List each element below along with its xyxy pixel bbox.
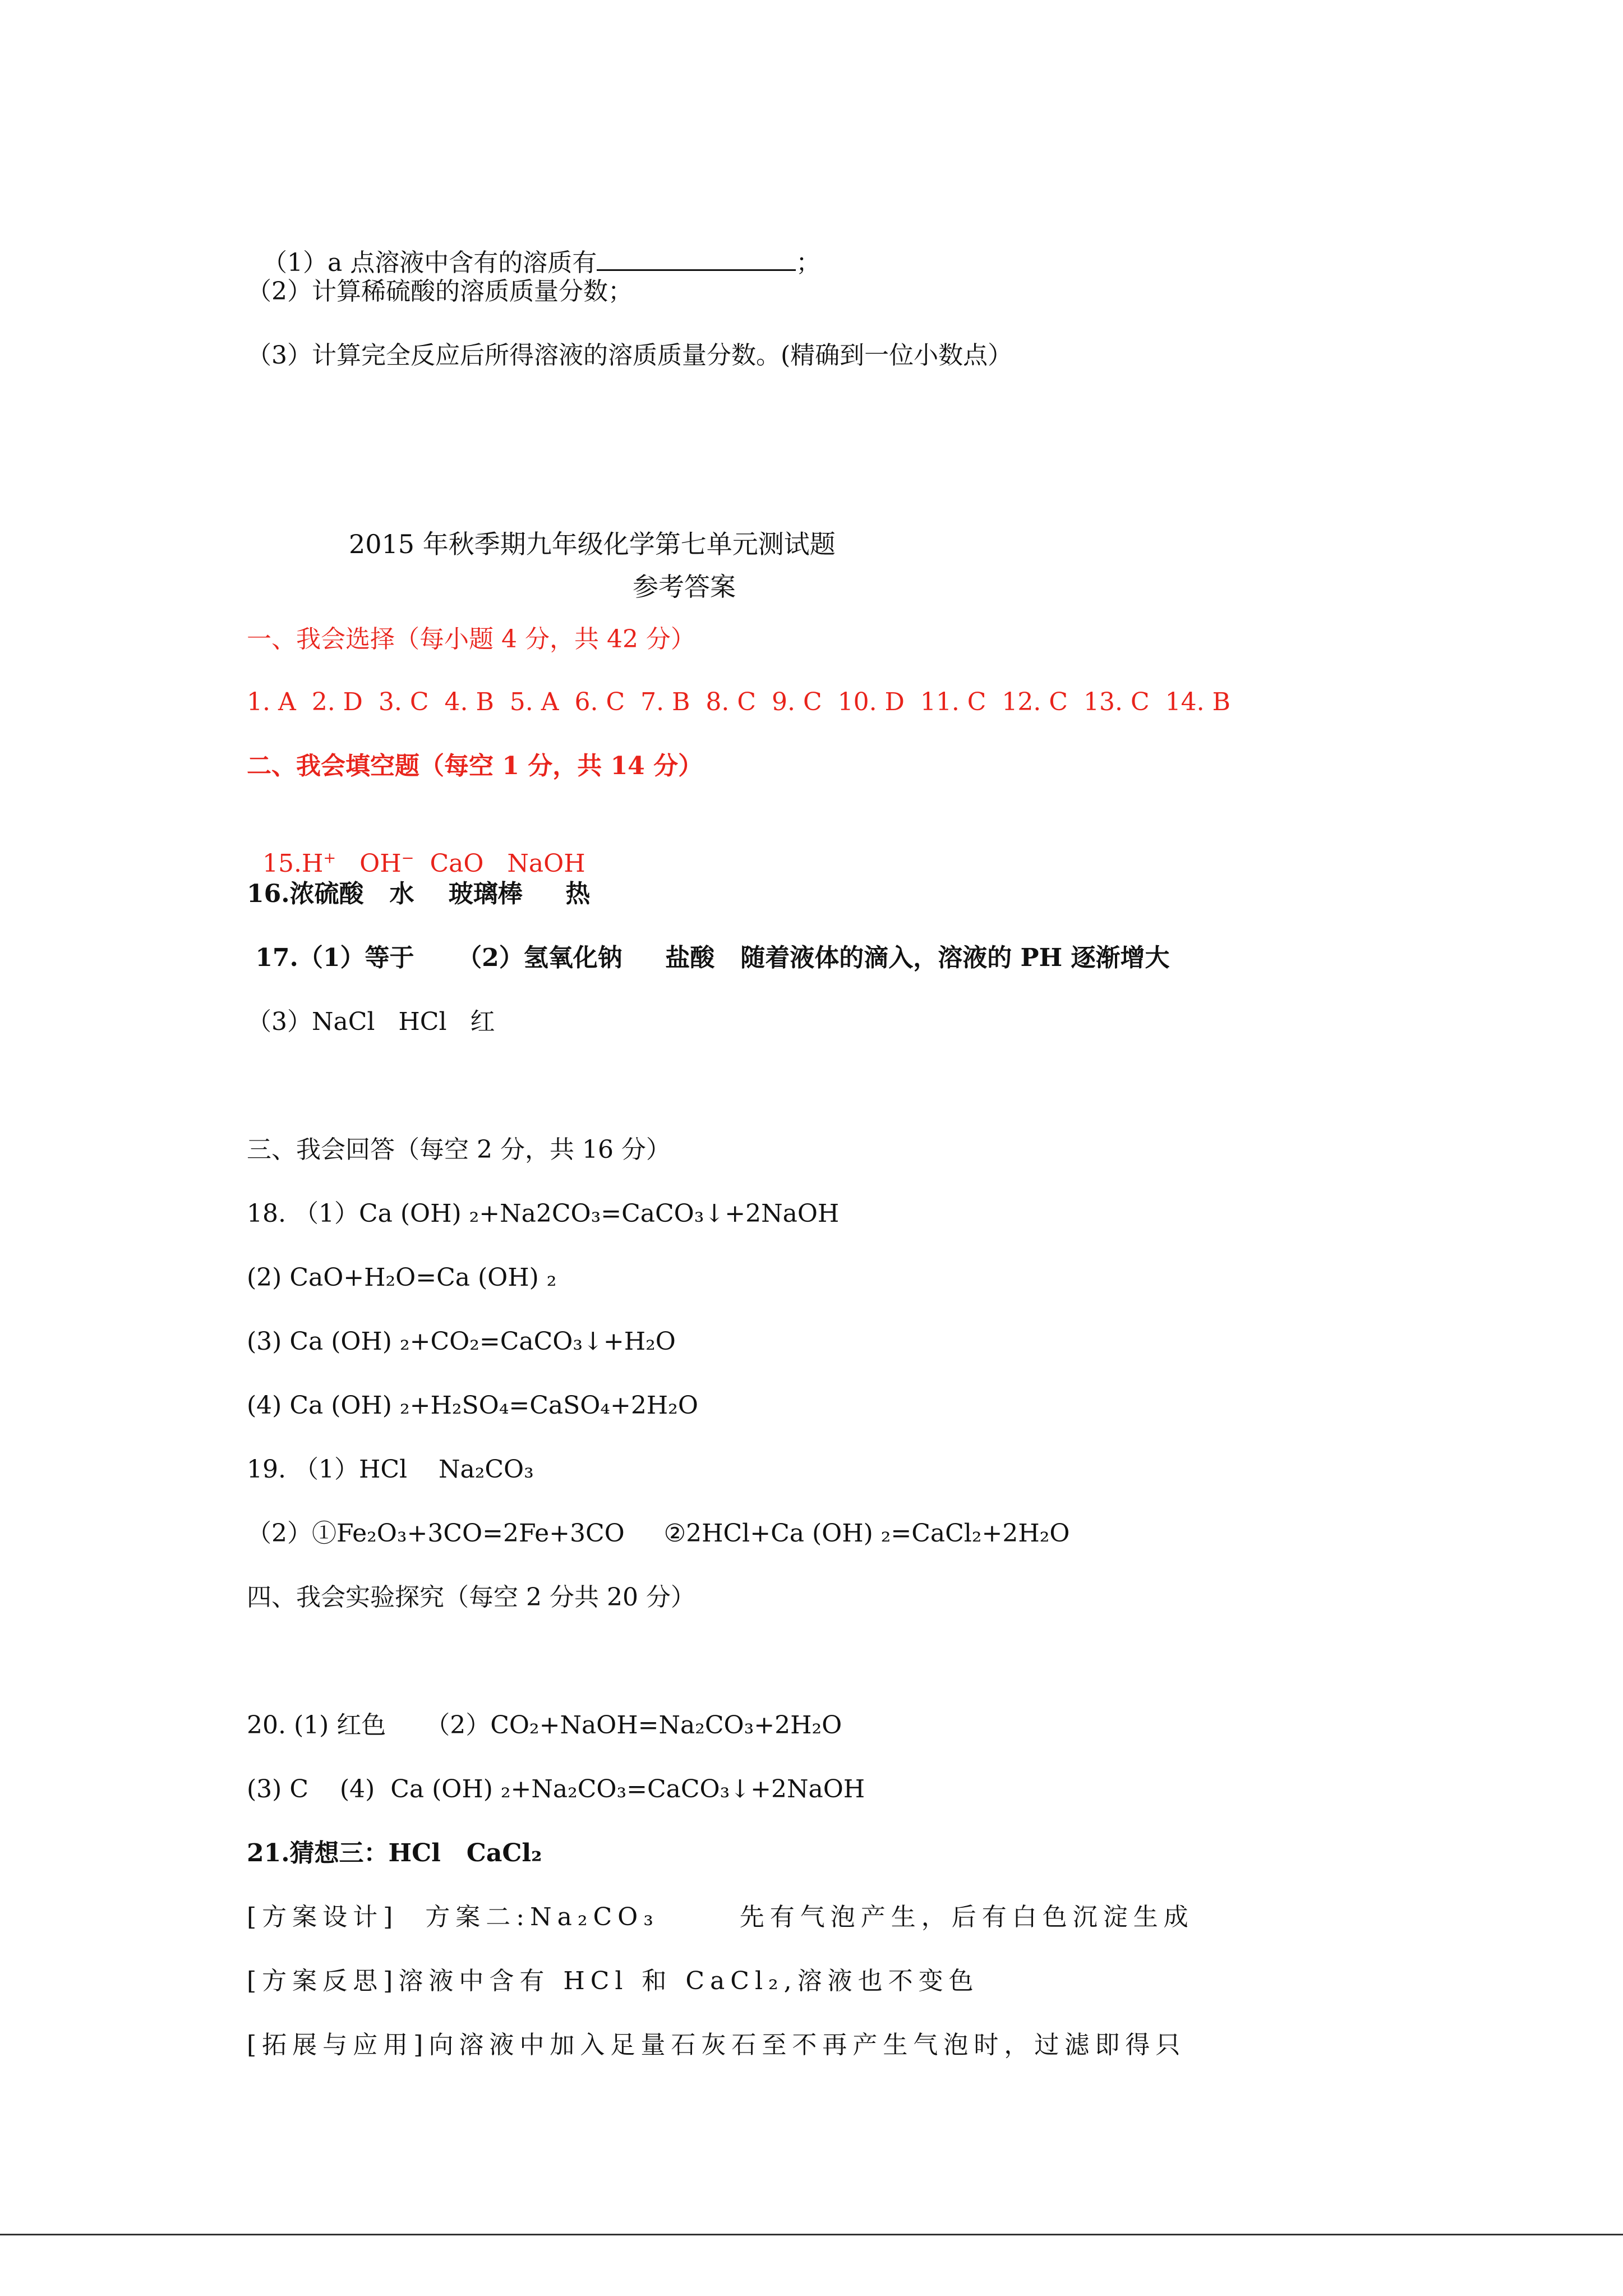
answer-15-oh-charge: − [401, 849, 414, 867]
section-2-heading: 二、我会填空题（每空 1 分，共 14 分） [247, 752, 703, 780]
question-2: （2）计算稀硫酸的溶质质量分数； [247, 277, 633, 306]
answer-18-1: 18. （1）Ca (OH) ₂+Na2CO₃=CaCO₃↓+2NaOH [247, 1199, 840, 1228]
answer-18-4: (4) Ca (OH) ₂+H₂SO₄=CaSO₄+2H₂O [247, 1391, 698, 1420]
section-1-heading: 一、我会选择（每小题 4 分，共 42 分） [247, 625, 695, 654]
page-bottom-rule [0, 2234, 1623, 2235]
answer-21-reflection: [方案反思]溶液中含有 HCl 和 CaCl₂,溶液也不变色 [247, 1967, 979, 1995]
answer-21-design: [方案设计] 方案二:Na₂CO₃ 先有气泡产生，后有白色沉淀生成 [247, 1903, 1194, 1931]
page-title: 2015 年秋季期九年级化学第七单元测试题 [349, 529, 836, 559]
question-1 [247, 211, 820, 280]
answer-18-3: (3) Ca (OH) ₂+CO₂=CaCO₃↓+H₂O [247, 1327, 676, 1356]
answer-16: 16.浓硫酸 水 玻璃棒 热 [247, 880, 591, 908]
answer-17-line-2: （3）NaCl HCl 红 [247, 1007, 495, 1036]
answer-21-application: [拓展与应用]向溶液中加入足量石灰石至不再产生气泡时，过滤即得只 [247, 2031, 1186, 2059]
answer-20-2: (3) C (4) Ca (OH) ₂+Na₂CO₃=CaCO₃↓+2NaOH [247, 1775, 865, 1803]
answer-15-h-charge: + [323, 849, 336, 867]
answer-15-rest: CaO NaOH [414, 849, 585, 878]
answer-19-2: （2）①Fe₂O₃+3CO=2Fe+3CO ②2HCl+Ca (OH) ₂=CaCl₂+2H₂O [247, 1519, 1070, 1548]
answer-15-number: 15. [262, 849, 302, 878]
answer-18-2: (2) CaO+H₂O=Ca (OH) ₂ [247, 1263, 557, 1292]
section-4-heading: 四、我会实验探究（每空 2 分共 20 分） [247, 1583, 695, 1612]
answer-15-h: H [301, 849, 324, 878]
answer-15-oh: OH [359, 849, 402, 878]
section-3-heading: 三、我会回答（每空 2 分，共 16 分） [247, 1135, 671, 1164]
question-1-text: （1）a 点溶液中含有的溶质有 [262, 249, 597, 277]
answer-blank [597, 245, 796, 271]
answer-19-1: 19. （1）HCl Na₂CO₃ [247, 1455, 534, 1484]
question-1-suffix: ； [796, 249, 821, 277]
section-1-answers: 1. A 2. D 3. C 4. B 5. A 6. C 7. B 8. C 9. C 10. D 11. C 12. C 13. C 14. B [247, 688, 1230, 716]
answer-21: 21.猜想三：HCl CaCl₂ [247, 1839, 542, 1867]
answer-20-1: 20. (1) 红色 （2）CO₂+NaOH=Na₂CO₃+2H₂O [247, 1711, 842, 1740]
question-3: （3）计算完全反应后所得溶液的溶质质量分数。(精确到一位小数点） [247, 341, 1013, 370]
answer-15 [247, 813, 585, 881]
page-subtitle: 参考答案 [633, 572, 736, 602]
answer-17-line-1: 17.（1）等于 （2）氢氧化钠 盐酸 随着液体的滴入，溶液的 PH 逐渐增大 [247, 944, 1170, 972]
